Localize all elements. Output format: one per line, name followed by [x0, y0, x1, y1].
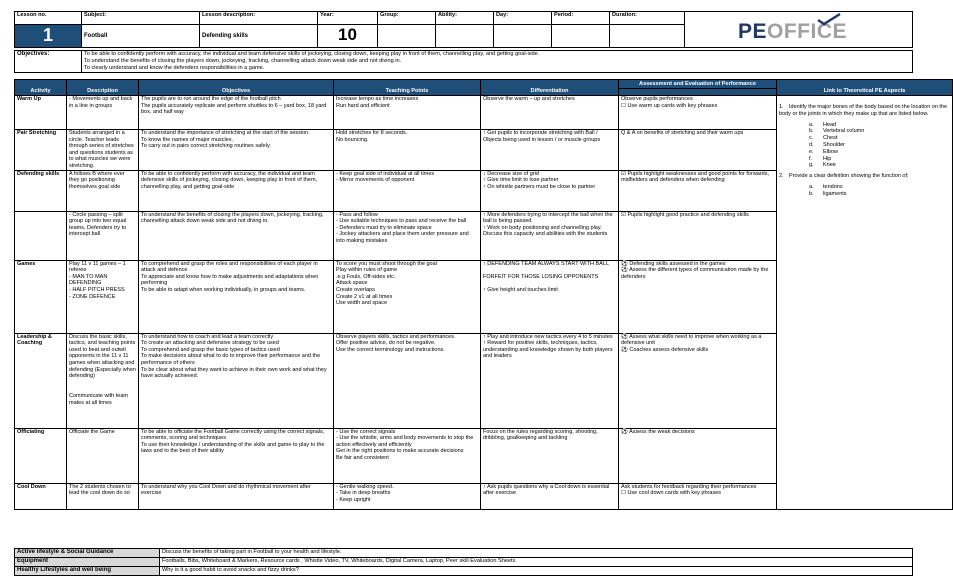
differentiation-cell: ↓ Decrease size of grid ↑ Give time limit to lose partner ↑ On whistle partners must be close to partner	[481, 170, 619, 211]
description-cell: A follows B where ever they go positioning themselves goal side	[67, 170, 139, 211]
teaching-points-cell: Observe players skills, tactics and performances. Offer positive advice, do not be negative. Use the correct terminology and instructions.	[334, 333, 481, 428]
col-assessment-sub	[619, 89, 777, 96]
footer-value: Discuss the benefits of taking part in Football to your health and lifestyle.	[160, 549, 913, 558]
col-link-theory: Link to Theoretical PE Aspects	[777, 80, 953, 96]
function-letter: b.	[809, 190, 814, 197]
footer-value: Footballs, Bibs, Whiteboard & Markers, Resource cards , Whistle Video, TV, Whiteboards, Digital Camera, Laptop, Peer skill Evaluation Sheets	[160, 558, 913, 567]
bones-list	[779, 122, 950, 170]
activity-cell: Pair Stretching	[15, 130, 67, 171]
theory-item-text: Provide a clear definition showing the function of;	[789, 173, 909, 180]
description-cell: - Movements up and back in a line in groups	[67, 96, 139, 130]
bone-item	[809, 128, 950, 135]
objective-line: To be able to confidently perform with accuracy, the individual and team defensive skills of jockeying, closing down, keeping play in front of them, channelling play, and getting goal-side.	[84, 51, 540, 57]
teaching-points-cell: - Keep goal side of individual at all times - Mirror movements of opponent	[334, 170, 481, 211]
differentiation-cell: ↑ Play and introduce new tactics every 4 to 5 minutes ↑ Reward for positive skills, techniques, tactics, understanding and knowledge shown by both players and leaders	[481, 333, 619, 428]
objectives-cell: To understand why you Cool Down and do rhythmical movement after exercise	[139, 483, 334, 509]
col-activity: Activity	[15, 80, 67, 96]
col-assessment: Assessment and Evaluation of Performance	[619, 80, 777, 89]
bone-name: Vertebral column	[823, 128, 865, 135]
bone-name: Knee	[823, 162, 836, 169]
day-value	[494, 25, 552, 48]
assessment-cell: ☑ Pupils highlight good practice and defending skills	[619, 211, 777, 260]
day-label: Day:	[494, 12, 552, 25]
bone-letter: b.	[809, 128, 814, 135]
function-letter: a.	[809, 183, 814, 190]
assessment-cell: ⚽ Assess what skills need to improve when working as a defensive unit ⚽ Coaches assess defensive skills	[619, 333, 777, 428]
teaching-points-cell: - Gentle walking speed. - Take in deep breaths - Keep upright	[334, 483, 481, 509]
period-value	[552, 25, 610, 48]
objectives-cell: To understand the benefits of closing the players down, jockeying, tracking, channelling attack down weak side and not diving in.	[139, 211, 334, 260]
teaching-points-cell: Increase tempo as time increases Run hard and efficient	[334, 96, 481, 130]
lesson-activities-table	[14, 79, 953, 510]
assessment-cell: Q & A on benefits of stretching and their warm ups	[619, 130, 777, 171]
description-cell: Play 11 v 11 games – 1 referee - MAN TO MAN DEFENDING - HALF PITCH PRESS - ZONE DEFENCE	[67, 260, 139, 333]
activity-cell: Cool Down	[15, 483, 67, 509]
table-row	[15, 96, 953, 130]
function-item	[809, 184, 950, 191]
theory-list	[779, 104, 950, 198]
objectives-cell: To be able to confidently perform with accuracy, the individual and team defensive skills of jockeying, closing down, keeping play in front of them, channelling play, and getting goal-side	[139, 170, 334, 211]
assessment-cell: ☑ Pupils highlight weaknesses and good points for forwards, midfielders and defenders when defending	[619, 170, 777, 211]
function-name: ligaments	[823, 190, 847, 197]
assessment-cell: Ask students for feedback regarding their performances ☐ Use cool down cards with key phrases	[619, 483, 777, 509]
bone-item	[809, 162, 950, 169]
footer-table	[14, 548, 913, 576]
objectives-cell: To be able to officiate the Football Game correctly using the correct signals, comments, scoring and techniques To use their knowledge / understanding of the skills and game to play to the laws and to the best of their ability	[139, 428, 334, 483]
duration-value	[610, 25, 685, 48]
teaching-points-cell: To score you must shoot through the goal Play within rules of game .e.g Fouls, Off-sides etc. Attack space Create overlaps Create 2 v1 at all times Use width and space	[334, 260, 481, 333]
differentiation-cell: Focus on the rules regarding scoring, shooting, dribbling, goalkeeping and tackling	[481, 428, 619, 483]
year-label: Year:	[318, 12, 378, 25]
bone-item	[809, 135, 950, 142]
lesson-number: 1	[15, 25, 82, 48]
objectives-cell: The pupils are to run around the edge of the football pitch The pupils accurately replicate and perform shuttles to 6 – yard box, 18 yard box, and half way	[139, 96, 334, 130]
activity-cell: Defending skills	[15, 170, 67, 211]
description-cell: Officiate the Game	[67, 428, 139, 483]
description-cell: Discuss the basic skills, tactics, and teaching points used to beat and outwit opponents in the 11 v 11 games when attacking and defending (Especially when defending) Communicate with team mates at all times	[67, 333, 139, 428]
bone-item	[809, 142, 950, 149]
objectives-cell: To understand the importance of stretching at the start of the session. To know the names of major muscles. To carry out in pairs correct stretching routines safely.	[139, 130, 334, 171]
col-objectives: Objectives	[139, 80, 334, 96]
logo-text-office: OFFICE	[767, 20, 848, 43]
col-differentiation: Differentiation	[481, 80, 619, 96]
objectives-label: Objectives:	[15, 51, 82, 73]
lesson-no-label: Lesson no.	[15, 12, 82, 25]
bone-letter: f.	[809, 155, 813, 162]
teaching-points-cell: - Use the correct signals - Use the whistle, arms and body movements to stop the action effectively and efficiently Get in the right positions to make accurate decisions Be fair and consistent	[334, 428, 481, 483]
theory-item	[779, 173, 950, 180]
year-value: 10	[318, 25, 378, 48]
subject-label: Subject:	[82, 12, 200, 25]
bone-name: Shoulder	[823, 141, 846, 148]
description-cell: Students arranged in a circle. Teacher leads through series of stretches and questions students as to what muscles we were stretching.	[67, 130, 139, 171]
bone-letter: e.	[809, 148, 814, 155]
theory-item-number: 1.	[779, 104, 784, 110]
logo-text-pe: PE	[738, 20, 768, 43]
teaching-points-cell: - Pass and follow - Use suitable techniques to pass and receive the ball - Defenders must try to eliminate space - Jockey attackers and place them under pressure and into making mistakes	[334, 211, 481, 260]
activity-cell	[15, 211, 67, 260]
functions-list	[779, 184, 950, 198]
differentiation-cell: Observe the warm – up and stretches	[481, 96, 619, 130]
activity-cell: Games	[15, 260, 67, 333]
duration-label: Duration:	[610, 12, 685, 25]
period-label: Period:	[552, 12, 610, 25]
differentiation-cell: ↑ Get pupils to incorporate stretching with Ball / Objects being used in lesson / or muscle groups	[481, 130, 619, 171]
checkmark-icon	[816, 12, 842, 26]
differentiation-cell: ↑ DEFENDING TEAM ALWAYS START WITH BALL FORFEIT FOR THOSE LOSING OPPONENTS ↑ Give height and touches limit	[481, 260, 619, 333]
theory-item-text: Identify the major bones of the body based on the location on the body or the joints in which they make up that are listed below.	[779, 104, 948, 117]
footer-label: Active lifestyle & Social Guidance	[15, 549, 160, 558]
activity-cell: Leadership & Coaching	[15, 333, 67, 428]
function-name: tendons	[823, 183, 843, 190]
assessment-cell: ⚽ Defending skills assessed in the games ⚽ Assess the different types of communication made by the defenders	[619, 260, 777, 333]
bone-letter: c.	[809, 135, 814, 142]
description-cell: - Circle passing – split group up into two equal teams. Defenders try to intercept ball	[67, 211, 139, 260]
subject-value: Football	[82, 25, 200, 48]
objectives-cell: To comprehend and grasp the roles and responsibilities of each player in attack and defence To appreciate and know how to make adjustments and adaptations when performing To be able to adapt when working individually, in groups and teams.	[139, 260, 334, 333]
differentiation-cell: ↑ Ask pupils questions why a Cool down is essential after exercise	[481, 483, 619, 509]
activities-body	[15, 96, 953, 510]
objectives-table	[14, 50, 913, 73]
group-value	[378, 25, 436, 48]
objectives-cell: To understand how to coach and lead a team correctly To create an attacking and defensive strategy to be used To comprehend and grasp the basic types of tactics used To make decisions about what to do to improve their performance and the performance of others To be clear about what they want to achieve in their own work and what they have actually achieved.	[139, 333, 334, 428]
bone-letter: a.	[809, 121, 814, 128]
group-label: Group:	[378, 12, 436, 25]
bone-name: Chest	[823, 135, 838, 142]
activity-cell: Officiating	[15, 428, 67, 483]
objectives-list	[82, 51, 913, 73]
footer-value: Why is it a good habit to avoid snacks and fizzy drinks?	[160, 567, 913, 576]
footer-label: Healthy Lifestyles and well being	[15, 567, 160, 576]
objective-line: To clearly understand and know the defenders responsibilities in a game.	[84, 65, 265, 71]
function-item	[809, 191, 950, 198]
ability-value	[436, 25, 494, 48]
assessment-cell: Observe pupils performances ☐ Use warm up cards with key phrases	[619, 96, 777, 130]
differentiation-cell: ↑ More defenders trying to intercept the ball when the ball is being passed. ↑ Work on body positioning and channelling play. Discuss this capacity and abilities with the students	[481, 211, 619, 260]
peoffice-logo	[738, 20, 858, 48]
theory-item	[779, 104, 950, 118]
activity-cell: Warm Up	[15, 96, 67, 130]
ability-label: Ability:	[436, 12, 494, 25]
col-teaching-points: Teaching Points	[334, 80, 481, 96]
description-cell: The 2 students chosen to lead the cool down do so	[67, 483, 139, 509]
bone-name: Hip	[823, 155, 832, 162]
theory-item-number: 2.	[779, 173, 784, 180]
objective-line: To understand the benefits of closing the players down, jockeying, tracking, channelling attack down weak side and not diving in.	[84, 58, 402, 64]
bone-name: Head	[823, 121, 837, 128]
teaching-points-cell: Hold stretches for 8 seconds. No bouncing.	[334, 130, 481, 171]
bone-letter: d.	[809, 141, 814, 148]
bone-item	[809, 122, 950, 129]
assessment-cell: ⚽ Assess the weak decisions	[619, 428, 777, 483]
bone-name: Elbow	[823, 148, 838, 155]
lesson-desc-label: Lesson description:	[200, 12, 318, 25]
col-description: Description	[67, 80, 139, 96]
link-theory-cell	[777, 96, 953, 510]
bone-item	[809, 149, 950, 156]
lesson-desc-value: Defending skills	[200, 25, 318, 48]
bone-item	[809, 156, 950, 163]
footer-label: Equipment	[15, 558, 160, 567]
bone-letter: g.	[809, 162, 814, 169]
